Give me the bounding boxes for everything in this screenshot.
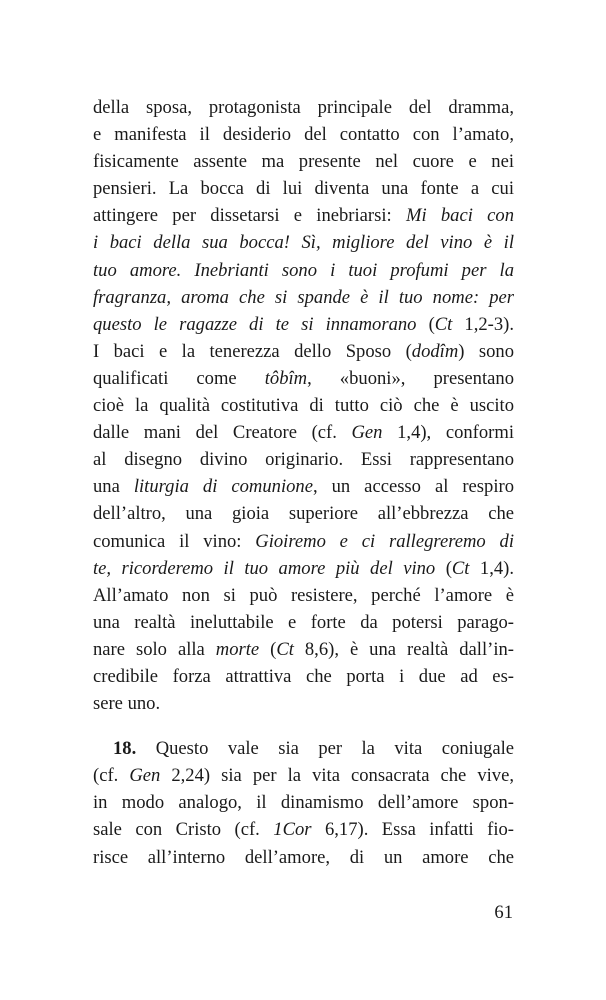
text-span: , un accesso al respiro — [312, 476, 514, 498]
text-line — [93, 555, 514, 582]
text-line — [93, 528, 514, 555]
body-text — [93, 94, 514, 871]
text-line: in modo analogo, il dinamismo dell’amore spon- — [93, 792, 514, 814]
text-line: della sposa, protagonista principale del dramma, — [93, 97, 514, 118]
text-span: 1,2-3). — [452, 313, 514, 335]
text-line: tuo amore. Inebrianti sono i tuoi profumi per la — [93, 259, 514, 281]
paragraph — [93, 94, 514, 717]
text-line: fragranza, aroma che si spande è il tuo nome: per — [93, 286, 514, 308]
book-abbreviation: 1Cor — [273, 819, 312, 841]
text-span: ( — [435, 557, 452, 579]
text-span: I baci e la tenerezza dello Sposo ( — [93, 340, 412, 362]
text-span: 1,4), conformi — [382, 422, 514, 444]
text-line: al disegno divino originario. Essi rappresentano — [93, 449, 514, 471]
paragraph-gap — [93, 717, 514, 735]
italic-quote: Gioiremo e ci rallegreremo di — [255, 530, 514, 552]
text-line: dell’altro, una gioia superiore all’ebbrezza che — [93, 503, 514, 525]
text-line — [93, 311, 514, 338]
text-line — [93, 735, 514, 762]
text-span: 2,24) sia per la vita consacrata che vive, — [160, 765, 514, 787]
text-line — [93, 202, 514, 229]
text-span: ( — [416, 313, 435, 335]
text-line — [93, 816, 514, 843]
text-line — [93, 473, 514, 500]
text-line: una realtà ineluttabile e forte da potersi parago- — [93, 611, 514, 633]
italic-quote: Mi baci con — [405, 205, 514, 227]
text-span: attingere per dissetarsi e inebriarsi: — [93, 205, 406, 227]
text-line: fisicamente assente ma presente nel cuore e nei — [93, 151, 514, 173]
book-abbreviation: Ct — [451, 557, 470, 579]
book-abbreviation: Ct — [434, 313, 453, 335]
text-span: 6,17). Essa infatti fio- — [311, 819, 515, 841]
italic-term: tôbîm — [264, 367, 308, 389]
section-number: 18. — [113, 738, 137, 760]
text-line: cioè la qualità costitutiva di tutto ciò che è uscito — [93, 395, 514, 417]
italic-term: morte — [215, 638, 260, 660]
book-abbreviation: Gen — [129, 765, 161, 787]
text-span: qualificati come — [93, 367, 265, 389]
paragraph — [93, 735, 514, 870]
text-line: credibile forza attrattiva che porta i due ad es- — [93, 665, 514, 687]
book-abbreviation: Gen — [351, 422, 383, 444]
text-line: e manifesta il desiderio del contatto con l’amato, — [93, 124, 514, 146]
text-line — [93, 636, 514, 663]
italic-quote: te, ricorderemo il tuo amore più del vino — [93, 557, 436, 579]
text-line: pensieri. La bocca di lui diventa una fonte a cui — [93, 178, 514, 200]
text-span: ) sono — [458, 340, 515, 362]
text-span: nare solo alla — [93, 638, 216, 660]
text-span: Questo vale sia per la vita coniugale — [136, 738, 514, 760]
text-span: ( — [259, 638, 277, 660]
text-span: una — [93, 476, 134, 498]
text-span: 1,4). — [469, 557, 515, 579]
italic-term: liturgia di comunione — [133, 476, 313, 498]
text-line — [93, 419, 514, 446]
text-line: sere uno. — [93, 693, 161, 715]
text-line: i baci della sua bocca! Sì, migliore del vino è il — [93, 232, 514, 254]
text-span: dalle mani del Creatore (cf. — [93, 422, 352, 444]
text-span: comunica il vino: — [93, 530, 256, 552]
text-line — [93, 365, 514, 392]
text-span: , «buoni», presentano — [307, 367, 514, 389]
text-span: sale con Cristo (cf. — [93, 819, 274, 841]
text-span: 8,6), è una realtà dall’in- — [293, 638, 514, 660]
book-abbreviation: Ct — [276, 638, 294, 660]
text-line: All’amato non si può resistere, perché l’amore è — [93, 584, 514, 606]
text-line — [93, 762, 514, 789]
text-line — [93, 338, 514, 365]
page-number: 61 — [494, 902, 513, 923]
italic-quote: questo le ragazze di te si innamorano — [93, 313, 417, 335]
text-line: risce all’interno dell’amore, di un amore che — [93, 846, 514, 868]
italic-term: dodîm — [411, 340, 459, 362]
text-span: (cf. — [93, 765, 130, 787]
